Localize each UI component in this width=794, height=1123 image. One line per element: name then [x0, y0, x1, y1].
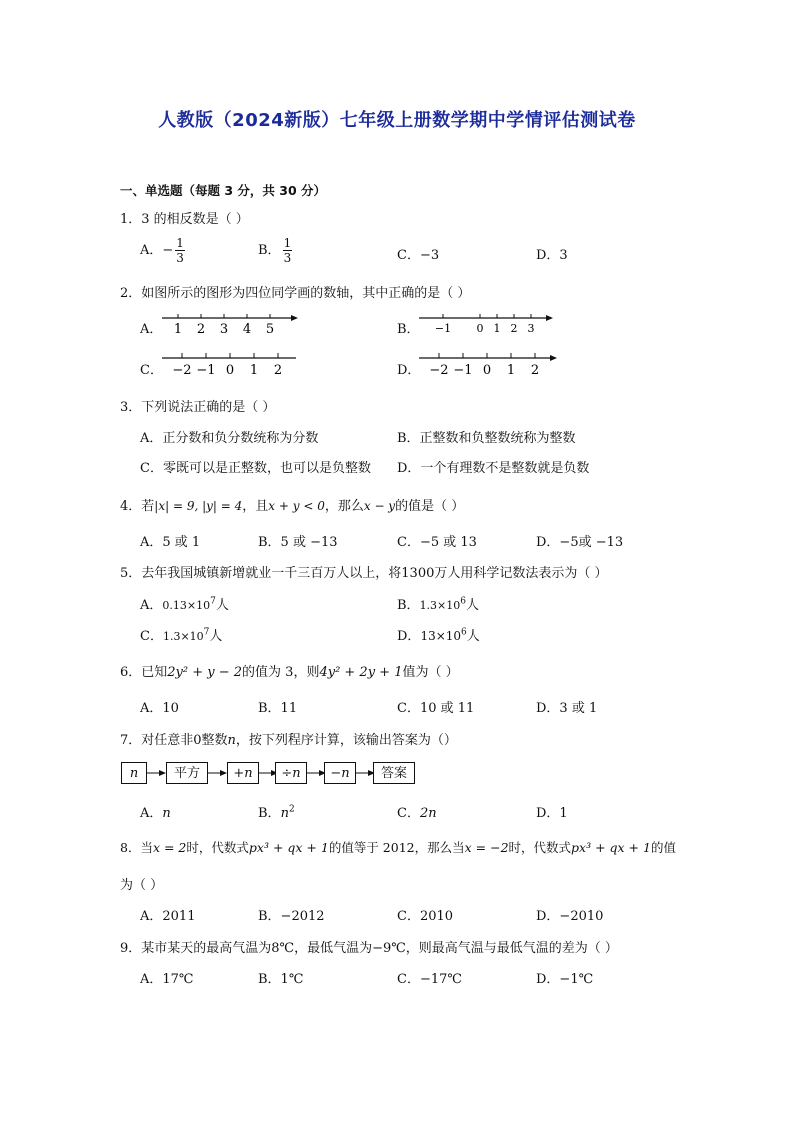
- question-3-stem: 3．下列说法正确的是（ ）: [120, 400, 276, 415]
- q2-number-line-d: [417, 350, 562, 380]
- q2-number-line-b: [417, 310, 557, 336]
- section-heading: 一、单选题（每题 3 分，共 30 分）: [120, 183, 327, 198]
- question-9-stem: 9．某市某天的最高气温为8℃，最低气温为−9℃，则最高气温与最低气温的差为（ ）: [120, 941, 618, 956]
- flow-arrow-icon: [147, 768, 167, 778]
- q7-option-c: C．2n: [397, 806, 437, 821]
- page-title: 人教版（2024新版）七年级上册数学期中学情评估测试卷: [158, 110, 636, 131]
- q9-option-d: D．−1℃: [536, 972, 594, 987]
- q9-option-b: B．1℃: [258, 972, 304, 987]
- tick-label: 2: [530, 363, 540, 378]
- q1-option-a: A．− $\frac{1}{3}$: [140, 236, 184, 265]
- q4-option-c: C．−5 或 13: [397, 535, 477, 550]
- tick-label: −1: [453, 363, 473, 378]
- tick-label: 0: [476, 322, 484, 335]
- q2-option-a-label: A．: [140, 322, 163, 337]
- flow-box-input: n: [121, 762, 147, 784]
- tick-label: 4: [242, 322, 252, 337]
- q6-option-a: A．10: [140, 701, 179, 716]
- flow-arrow-icon: [208, 768, 228, 778]
- question-7-stem: 7．对任意非0整数n，按下列程序计算，该输出答案为（）: [120, 733, 457, 748]
- question-6-stem: 6．已知2y² + y − 2的值为 3，则4y² + 2y + 1值为（ ）: [120, 665, 459, 680]
- q1-option-c: C．−3: [397, 248, 440, 263]
- tick-label: 2: [510, 322, 518, 335]
- tick-label: 0: [482, 363, 492, 378]
- question-5-stem: 5．去年我国城镇新增就业一千三百万人以上，将1300万人用科学记数法表示为（ ）: [120, 566, 608, 581]
- q2-option-b-label: B．: [397, 322, 420, 337]
- q7-option-d: D．1: [536, 806, 568, 821]
- tick-label: 1: [506, 363, 516, 378]
- tick-label: −1: [434, 322, 452, 335]
- q6-option-c: C．10 或 11: [397, 701, 475, 716]
- tick-label: 5: [265, 322, 275, 337]
- q6-option-b: B．11: [258, 701, 298, 716]
- q8-option-a: A．2011: [140, 909, 196, 924]
- q3-option-a: A．正分数和负分数统称为分数: [140, 431, 319, 446]
- q2-number-line-a: [160, 308, 305, 338]
- q3-option-d: D．一个有理数不是整数就是负数: [397, 461, 590, 476]
- question-8-stem-line1: 8．当x = 2时，代数式px³ + qx + 1的值等于 2012，那么当x = −2时，代数式px³ + qx + 1的值: [120, 840, 676, 855]
- flow-box-add-n: +n: [227, 762, 259, 784]
- q5-option-c: C．$1.3\times 10^7$人: [140, 627, 223, 644]
- tick-label: 1: [249, 363, 259, 378]
- q6-option-d: D．3 或 1: [536, 701, 598, 716]
- question-1-stem: 1．3 的相反数是（ ）: [120, 212, 249, 227]
- question-4-stem: 4．若|x| = 9, |y| = 4，且x + y < 0，那么x − y的值是（ ）: [120, 499, 465, 514]
- question-8-stem-line2: 为（ ）: [120, 878, 164, 893]
- q3-option-b: B．正整数和负整数统称为整数: [397, 431, 576, 446]
- q2-option-c-label: C．: [140, 363, 163, 378]
- tick-label: −1: [196, 363, 216, 378]
- tick-label: 2: [196, 322, 206, 337]
- q2-option-d-label: D．: [397, 363, 421, 378]
- q7-option-a: A．n: [140, 806, 171, 821]
- tick-label: 3: [527, 322, 535, 335]
- tick-label: 0: [225, 363, 235, 378]
- tick-label: 2: [273, 363, 283, 378]
- q1-option-b: B． $\frac{1}{3}$: [258, 236, 292, 265]
- tick-label: 1: [173, 322, 183, 337]
- q1-option-d: D．3: [536, 248, 568, 263]
- flow-box-subtract-n: −n: [324, 762, 356, 784]
- q5-option-b: B．$1.3\times 10^6$人: [397, 596, 480, 613]
- q5-option-a: A．$0.13\times 10^7$人: [140, 596, 229, 613]
- q7-option-b: B．$n^2$: [258, 804, 295, 821]
- q5-option-d: D．$13\times 10^6$人: [397, 627, 480, 644]
- q3-option-c: C．零既可以是正整数，也可以是负整数: [140, 461, 371, 476]
- q2-number-line-c: [160, 350, 300, 380]
- q4-option-a: A．5 或 1: [140, 535, 201, 550]
- flow-box-divide-n: ÷n: [275, 762, 307, 784]
- question-2-stem: 2．如图所示的图形为四位同学画的数轴，其中正确的是（ ）: [120, 286, 471, 301]
- tick-label: 3: [219, 322, 229, 337]
- flow-box-answer: 答案: [373, 762, 415, 784]
- tick-label: −2: [172, 363, 192, 378]
- q8-option-b: B．−2012: [258, 909, 325, 924]
- flow-box-square: 平方: [166, 762, 208, 784]
- q4-option-b: B．5 或 −13: [258, 535, 338, 550]
- q9-option-a: A．17℃: [140, 972, 194, 987]
- q4-option-d: D．−5或 −13: [536, 535, 624, 550]
- q8-option-d: D．−2010: [536, 909, 604, 924]
- q8-option-c: C．2010: [397, 909, 454, 924]
- tick-label: −2: [429, 363, 449, 378]
- tick-label: 1: [493, 322, 501, 335]
- q9-option-c: C．−17℃: [397, 972, 462, 987]
